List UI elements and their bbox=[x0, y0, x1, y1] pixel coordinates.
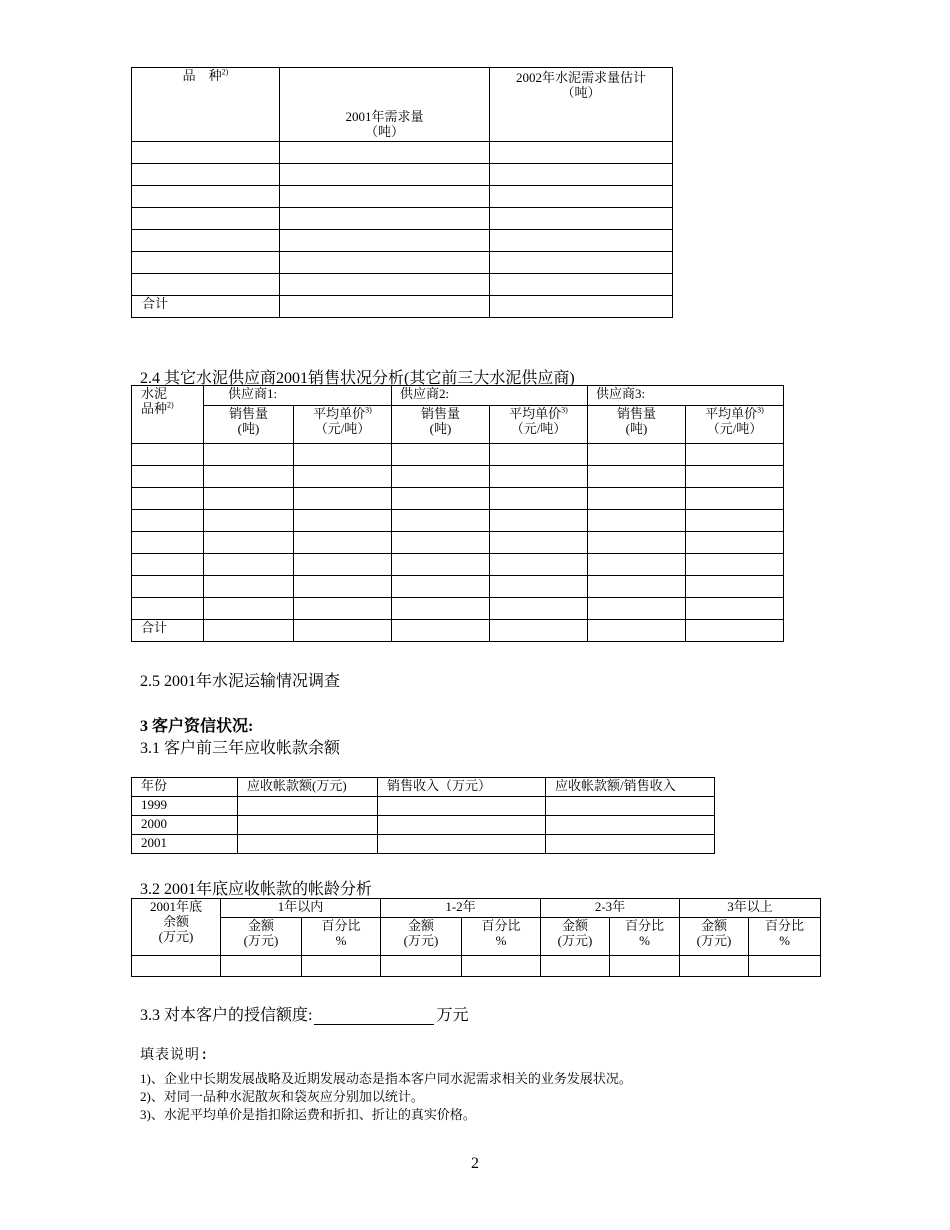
table-row bbox=[132, 466, 784, 488]
table-row bbox=[132, 532, 784, 554]
total-row bbox=[132, 620, 784, 642]
cement-variety-header: 水泥 品种$^{2)}$ bbox=[132, 386, 204, 444]
percent-header: 百分比 % bbox=[749, 918, 821, 956]
period-header: 3年以上 bbox=[680, 899, 821, 918]
table-row bbox=[132, 576, 784, 598]
table-row bbox=[132, 274, 673, 296]
revenue-header: 销售收入（万元） bbox=[378, 778, 546, 797]
avg-price-header: 平均单价$^{3)}$ （元/吨） bbox=[490, 406, 588, 444]
credit-line-label: 3.3 对本客户的授信额度: bbox=[140, 1007, 313, 1024]
aging-table bbox=[131, 898, 821, 977]
demand-2001-header: 2001年需求量 （吨） bbox=[280, 68, 490, 142]
supplier3-header: 供应商3: bbox=[588, 386, 784, 406]
amount-header: 金额 (万元) bbox=[541, 918, 610, 956]
section-3-1-title: 3.1 客户前三年应收帐款余额 bbox=[140, 740, 341, 757]
amount-header: 金额 (万元) bbox=[221, 918, 302, 956]
page-number: 2 bbox=[471, 1155, 479, 1172]
ratio-header: 应收帐款额/销售收入 bbox=[546, 778, 715, 797]
demand-2002-header: 2002年水泥需求量估计 （吨） bbox=[490, 68, 673, 142]
section-2-4-title: 2.4 其它水泥供应商2001销售状况分析(其它前三大水泥供应商) bbox=[140, 370, 575, 387]
percent-header: 百分比 % bbox=[610, 918, 680, 956]
amount-header: 金额 (万元) bbox=[381, 918, 462, 956]
table-row bbox=[132, 230, 673, 252]
table-row bbox=[132, 835, 715, 854]
table-row bbox=[132, 956, 821, 977]
year-cell: 1999 bbox=[132, 797, 238, 816]
section-2-5-title: 2.5 2001年水泥运输情况调查 bbox=[140, 673, 341, 690]
section-3-title: 3 客户资信状况: bbox=[140, 718, 254, 735]
table-row bbox=[132, 186, 673, 208]
competitor-table bbox=[131, 385, 784, 642]
sales-qty-header: 销售量 (吨) bbox=[392, 406, 490, 444]
sales-qty-header: 销售量 (吨) bbox=[588, 406, 686, 444]
total-label: 合计 bbox=[132, 620, 204, 642]
table-row bbox=[132, 510, 784, 532]
total-row bbox=[132, 296, 673, 318]
section-3-2-title: 3.2 2001年底应收帐款的帐龄分析 bbox=[140, 881, 373, 898]
note-item: 3)、水泥平均单价是指扣除运费和折扣、折让的真实价格。 bbox=[140, 1107, 476, 1122]
avg-price-header: 平均单价$^{3)}$ （元/吨） bbox=[294, 406, 392, 444]
year-cell: 2001 bbox=[132, 835, 238, 854]
year-header: 年份 bbox=[132, 778, 238, 797]
credit-line bbox=[140, 1002, 468, 1025]
variety-header: 品 种$^{2)}$ bbox=[132, 68, 280, 142]
period-header: 1年以内 bbox=[221, 899, 381, 918]
percent-header: 百分比 % bbox=[462, 918, 541, 956]
period-header: 2-3年 bbox=[541, 899, 680, 918]
balance-header: 2001年底 余额 (万元) bbox=[132, 899, 221, 956]
supplier1-header: 供应商1: bbox=[204, 386, 392, 406]
note-item: 2)、对同一品种水泥散灰和袋灰应分别加以统计。 bbox=[140, 1089, 424, 1104]
credit-amount-blank[interactable] bbox=[314, 1008, 434, 1025]
table-row bbox=[132, 554, 784, 576]
table-row bbox=[132, 598, 784, 620]
amount-header: 金额 (万元) bbox=[680, 918, 749, 956]
table-row bbox=[132, 208, 673, 230]
table-row bbox=[132, 488, 784, 510]
supplier2-header: 供应商2: bbox=[392, 386, 588, 406]
table-row bbox=[132, 816, 715, 835]
percent-header: 百分比 % bbox=[302, 918, 381, 956]
table-row bbox=[132, 252, 673, 274]
demand-table bbox=[131, 67, 673, 318]
year-cell: 2000 bbox=[132, 816, 238, 835]
table-row bbox=[132, 444, 784, 466]
credit-unit: 万元 bbox=[436, 1007, 469, 1024]
receivables-header: 应收帐款额(万元) bbox=[238, 778, 378, 797]
note-item: 1)、企业中长期发展战略及近期发展动态是指本客户同水泥需求相关的业务发展状况。 bbox=[140, 1071, 632, 1086]
table-row bbox=[132, 142, 673, 164]
total-label: 合计 bbox=[132, 296, 280, 318]
period-header: 1-2年 bbox=[381, 899, 541, 918]
sales-qty-header: 销售量 (吨) bbox=[204, 406, 294, 444]
table-row bbox=[132, 164, 673, 186]
notes-heading: 填表说明: bbox=[140, 1047, 210, 1063]
table-row bbox=[132, 797, 715, 816]
receivables-table bbox=[131, 777, 715, 854]
avg-price-header: 平均单价$^{3)}$ （元/吨） bbox=[686, 406, 784, 444]
